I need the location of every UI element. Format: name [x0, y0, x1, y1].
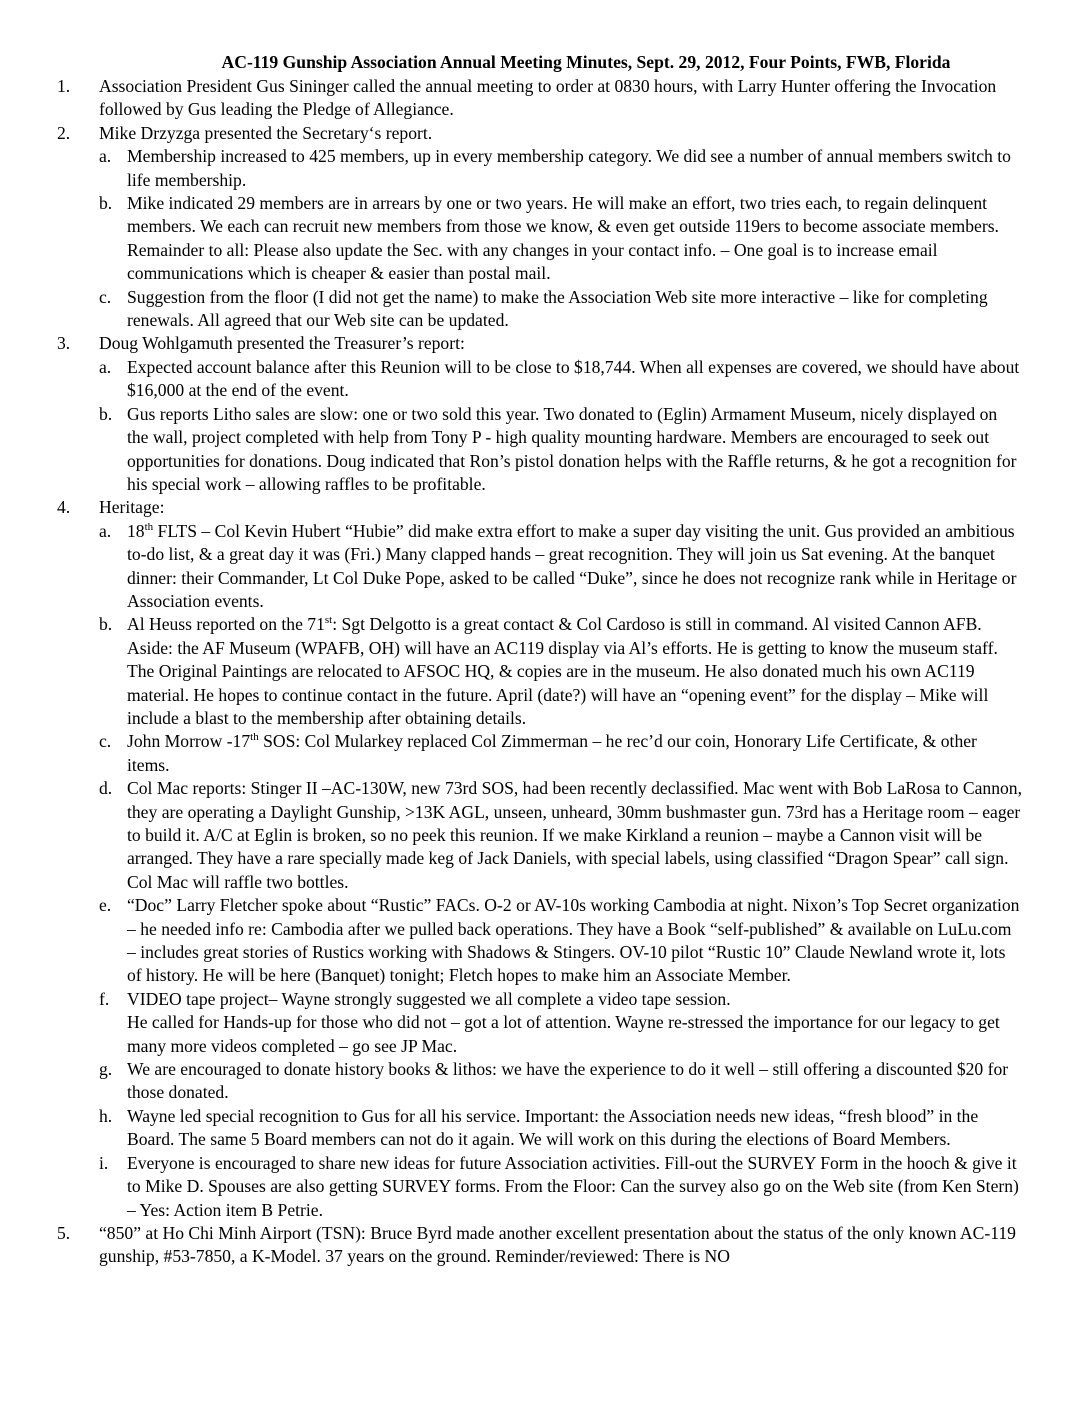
- sub-item-3a: [99, 356, 1022, 403]
- sub-item-letter: g.: [99, 1059, 113, 1080]
- sub-item-letter: d.: [99, 778, 113, 799]
- list-item-2: [57, 122, 1022, 333]
- sub-item-4b: [99, 613, 1022, 730]
- sub-item-text: “Doc” Larry Fletcher spoke about “Rustic” FACs. O-2 or AV-10s working Cambodia at night. Nixon’s Top Secret organization – he needed info re: Cambodia after we pulled back operations. They have a Book “self-published” & available on LuLu.com – includes great stories of Rustics working with Shadows & Stingers. OV-10 pilot “Rustic 10” Claude Newland wrote it, lots of history. He will be here (Banquet) tonight; Fletch hopes to make him an Associate Member.: [127, 895, 1020, 986]
- item-number: 3.: [57, 333, 71, 354]
- item-text: “850” at Ho Chi Minh Airport (TSN): Bruce Byrd made another excellent presentation about the status of the only known AC-119 gunship, #53-7850, a K-Model. 37 years on the ground. Reminder/reviewed: There is NO: [99, 1222, 1016, 1267]
- sub-item-4d: [99, 777, 1022, 894]
- sub-item-letter: a.: [99, 146, 112, 167]
- sub-item-text: Gus reports Litho sales are slow: one or two sold this year. Two donated to (Eglin) Armament Museum, nicely displayed on the wall, project completed with help from Tony P - high quality mounting hardware. Members are encouraged to seek out opportunities for donations. Doug indicated that Ron’s pistol donation helps with the Raffle returns, & he got a recognition for his special work – allowing raffles to be profitable.: [127, 403, 1017, 494]
- list-item-5: [57, 1222, 1022, 1269]
- sub-item-letter: b.: [99, 614, 113, 635]
- item-number: 1.: [57, 76, 71, 96]
- sub-item-text: We are encouraged to donate history books & lithos: we have the experience to do it well – still offering a discounted $20 for those donated.: [127, 1059, 1009, 1103]
- sub-item-text: Everyone is encouraged to share new ideas for future Association activities. Fill-out the SURVEY Form in the hooch & give it to Mike D. Spouses are also getting SURVEY forms. From the Floor: Can the survey also go on the Web site (from Ken Stern) – Yes: Action item B Petrie.: [127, 1152, 1019, 1220]
- sub-item-3b: [99, 403, 1022, 497]
- sub-item-2c: [99, 286, 1022, 333]
- sub-item-text: Membership increased to 425 members, up in every membership category. We did see a number of annual members switch to life membership.: [127, 146, 1011, 190]
- ordinal-suffix: st: [324, 614, 333, 627]
- sub-item-4g: [99, 1058, 1022, 1105]
- minutes-list: [57, 75, 1022, 1269]
- sub-item-letter: h.: [99, 1105, 113, 1126]
- sub-item-4c: [99, 730, 1022, 777]
- sub-item-text: VIDEO tape project– Wayne strongly suggested we all complete a video tape session.: [127, 988, 731, 1009]
- list-item-3: [57, 332, 1022, 496]
- item-number: 4.: [57, 497, 71, 518]
- sub-item-4a: [99, 520, 1022, 614]
- sub-item-2a: [99, 145, 1022, 192]
- sub-item-letter: b.: [99, 403, 113, 424]
- sub-item-2b: [99, 192, 1022, 286]
- page-title: AC-119 Gunship Association Annual Meeting Minutes, Sept. 29, 2012, Four Points, FWB, Florida: [221, 52, 951, 72]
- sub-item-text: Suggestion from the floor (I did not get the name) to make the Association Web site more interactive – like for completing renewals. All agreed that our Web site can be updated.: [127, 286, 988, 331]
- ordinal-suffix: th: [250, 731, 259, 744]
- sub-item-4e: [99, 894, 1022, 988]
- sub-item-letter: c.: [99, 731, 112, 752]
- sub-item-letter: c.: [99, 286, 112, 307]
- sub-item-text-prefix: Al Heuss reported on the 71: [127, 614, 325, 635]
- sub-item-text: Mike indicated 29 members are in arrears by one or two years. He will make an effort, two tries each, to regain delinquent members. We each can recruit new members from those we know, & even get outside 119ers to become associate members. Remainder to all: Please also update the Sec. with any changes in your contact info. – One goal is to increase email communications which is cheaper & easier than postal mail.: [127, 193, 999, 284]
- sub-item-letter: e.: [99, 895, 112, 916]
- sub-item-text: : Sgt Delgotto is a great contact & Col Cardoso is still in command. Al visited Cannon AFB. Aside: the AF Museum (WPAFB, OH) will have an AC119 display via Al’s efforts. He is getting to know the museum staff. The Original Paintings are relocated to AFSOC HQ, & copies are in the museum. He also donated much his own AC119 material. He hopes to continue contact in the future. April (date?) will have an “opening event” for the display – Mike will include a blast to the membership after obtaining details.: [127, 614, 998, 728]
- sub-item-4f: [99, 988, 1022, 1058]
- list-item-1: [57, 75, 1022, 122]
- sub-item-text-continued: He called for Hands-up for those who did not – got a lot of attention. Wayne re-stressed the importance for our legacy to get many more videos completed – go see JP Mac.: [127, 1012, 1000, 1056]
- item-text: Doug Wohlgamuth presented the Treasurer’s report:: [99, 333, 465, 354]
- sub-item-4i: [99, 1152, 1022, 1222]
- sub-item-letter: f.: [99, 988, 110, 1009]
- sub-item-text: FLTS – Col Kevin Hubert “Hubie” did make extra effort to make a super day visiting the unit. Gus provided an ambitious to-do list, & a great day it was (Fri.) Many clapped hands – great recognition. They will join us Sat evening. At the banquet dinner: their Commander, Lt Col Duke Pope, asked to be called “Duke”, since he does not recognize rank while in Heritage or Association events.: [127, 520, 1017, 611]
- sub-item-text-prefix: 18: [127, 520, 145, 541]
- item-text: Mike Drzyzga presented the Secretary‘s report.: [99, 122, 433, 143]
- item-number: 2.: [57, 122, 71, 143]
- sub-item-4h: [99, 1105, 1022, 1152]
- sub-item-letter: b.: [99, 193, 113, 214]
- ordinal-suffix: th: [144, 520, 154, 533]
- sub-item-text: SOS: Col Mularkey replaced Col Zimmerman – he rec’d our coin, Honorary Life Certificate, & other items.: [127, 731, 977, 775]
- sub-item-letter: a.: [99, 356, 112, 377]
- item-text: Association President Gus Sininger called the annual meeting to order at 0830 hours, with Larry Hunter offering the Invocation followed by Gus leading the Pledge of Allegiance.: [99, 76, 997, 120]
- sub-item-text: Col Mac reports: Stinger II –AC-130W, new 73rd SOS, had been recently declassified. Mac went with Bob LaRosa to Cannon, they are operating a Daylight Gunship, >13K AGL, unseen, unheard, 30mm bushmaster gun. 73rd has a Heritage room – eager to build it. A/C at Eglin is broken, so no peek this reunion. If we make Kirkland a reunion – maybe a Cannon visit will be arranged. They have a rare specially made keg of Jack Daniels, with special labels, using classified “Dragon Spear” call sign. Col Mac will raffle two bottles.: [127, 778, 1022, 892]
- item-text: Heritage:: [99, 497, 165, 518]
- sub-item-letter: a.: [99, 520, 112, 541]
- sub-item-text-prefix: John Morrow -17: [127, 731, 251, 752]
- sub-item-text: Wayne led special recognition to Gus for all his service. Important: the Association needs new ideas, “fresh blood” in the Board. The same 5 Board members can not do it again. We will work on this during the elections of Board Members.: [127, 1105, 979, 1150]
- list-item-4: [57, 496, 1022, 1222]
- sub-item-letter: i.: [99, 1152, 109, 1173]
- sub-item-text: Expected account balance after this Reunion will to be close to $18,744. When all expenses are covered, we should have about $16,000 at the end of the event.: [127, 356, 1020, 401]
- item-number: 5.: [57, 1222, 71, 1243]
